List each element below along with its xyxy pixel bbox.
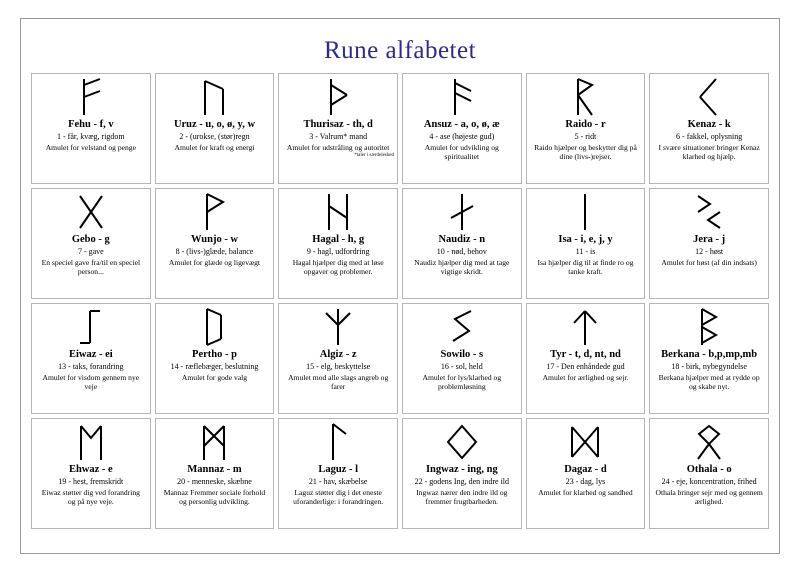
rune-number: 18 - birk, nybegyndelse [671,361,747,371]
rune-number: 22 - godens Ing, den indre ild [414,476,510,486]
rune-number: 16 - sol, held [440,361,483,371]
gebo-rune-icon [35,191,147,233]
rune-cell[interactable] [526,418,646,529]
isa-rune-icon [530,191,642,233]
rune-name: Fehu - f, v [68,119,114,130]
dagaz-rune-icon [530,421,642,463]
rune-number: 20 - menneske, skæbne [177,476,252,486]
rune-number: 17 - Den enhåndede gud [546,361,625,371]
ehwaz-rune-icon [35,421,147,463]
rune-number: 11 - is [575,246,596,256]
rune-name: Eiwaz - ei [68,349,113,360]
rune-description: Hagal hjælper dig med at løse opgaver og problemer. [292,257,384,277]
rune-name: Ingwaz - ing, ng [425,464,498,475]
rune-description: Amulet for udstråling og autoritet [286,142,390,152]
rune-cell[interactable] [526,73,646,184]
mannaz-rune-icon [159,421,271,463]
rune-number: 13 - taks, forandring [58,361,124,371]
rune-description: Laguz støtter dig i det eneste uforanderlige: i forandringen. [293,487,384,507]
rune-cell[interactable] [155,73,275,184]
rune-cell[interactable] [649,418,769,529]
rune-name: Wunjo - w [190,234,239,245]
rune-cell[interactable] [155,418,275,529]
rune-number: 14 - ræflebæger, beslutning [170,361,259,371]
rune-description: Berkana hjælper med at rydde op og skabe nyt. [658,372,760,392]
kenaz-rune-icon [653,76,765,118]
rune-number: 8 - (livs-)glæde, balance [175,246,254,256]
rune-cell[interactable] [526,303,646,414]
rune-number: 24 - eje, koncentration, frihed [661,476,757,486]
rune-description: Eiwaz støtter dig ved forandring og på nye veje. [41,487,140,507]
rune-name: Jera - j [693,234,726,245]
ansuz-rune-icon [406,76,518,118]
rune-description: Amulet for glæde og ligevægt [168,257,261,267]
rune-name: Dagaz - d [564,464,607,475]
rune-cell[interactable] [402,303,522,414]
tyr-rune-icon [530,306,642,348]
rune-description: Amulet for gode valg [181,372,248,382]
rune-cell[interactable] [278,73,398,184]
rune-number: 4 - ase (højeste gud) [429,131,495,141]
rune-number: 9 - hagl, udfordring [306,246,370,256]
rune-name: Ansuz - a, o, ø, æ [423,119,500,130]
rune-name: Ehwaz - e [68,464,113,475]
rune-cell[interactable] [155,303,275,414]
pertho-rune-icon [159,306,271,348]
rune-name: Othala - o [686,464,732,475]
ingwaz-rune-icon [406,421,518,463]
rune-cell[interactable] [402,188,522,299]
rune-description: Amulet mod alle slags angreb og farer [288,372,389,392]
rune-name: Pertho - p [192,349,237,360]
rune-name: Berkana - b,p,mp,mb [661,349,758,360]
laguz-rune-icon [282,421,394,463]
jera-rune-icon [653,191,765,233]
rune-number: 6 - fakkel, oplysning [676,131,743,141]
rune-chart-frame [20,18,780,554]
rune-description: Isa hjælper dig til at finde ro og tanke kraft. [537,257,634,277]
rune-cell[interactable] [402,73,522,184]
rune-description: Amulet for klarhed og sandhed [538,487,633,497]
rune-cell[interactable] [649,73,769,184]
thurisaz-rune-icon [282,76,394,118]
rune-name: Sowilo - s [440,349,484,360]
rune-name: Algiz - z [319,349,357,360]
rune-description: Amulet for velstand og penge [45,142,136,152]
rune-number: 23 - dag, lys [565,476,606,486]
othala-rune-icon [653,421,765,463]
rune-description: Othala bringer sejr med og gennem ærlighed. [655,487,763,507]
rune-name: Gebo - g [71,234,110,245]
wunjo-rune-icon [159,191,271,233]
rune-cell[interactable] [155,188,275,299]
rune-cell[interactable] [649,188,769,299]
hagal-rune-icon [282,191,394,233]
eiwaz-rune-icon [35,306,147,348]
rune-description: Raido hjælper og beskytter dig på dine (livs-)rejser. [534,142,637,162]
rune-number: 15 - elg, beskyttelse [306,361,371,371]
rune-description: Amulet for lys/klarhed og problemløsning [422,372,502,392]
naudiz-rune-icon [406,191,518,233]
rune-number: 5 - ridt [574,131,597,141]
rune-cell[interactable] [402,418,522,529]
rune-name: Raido - r [565,119,606,130]
rune-description: Amulet for udvikling og spiritualitet [424,142,499,162]
rune-number: 10 - nød, behov [436,246,487,256]
rune-cell[interactable] [526,188,646,299]
rune-name: Laguz - l [318,464,358,475]
rune-cell[interactable] [31,73,151,184]
rune-note: *taler i særdeleshed [354,153,394,159]
rune-name: Naudiz - n [438,234,486,245]
rune-description: Amulet for kraft og energi [174,142,255,152]
rune-description: Amulet for ærlighed og sejr. [542,372,629,382]
rune-name: Uruz - u, o, ø, y, w [173,119,256,130]
rune-name: Isa - i, e, j, y [558,234,613,245]
rune-cell[interactable] [31,303,151,414]
rune-description: Naudiz hjælper dig med at tage vigtige skridt. [414,257,510,277]
rune-number: 2 - (urokse, (stør)regn [179,131,250,141]
rune-number: 3 - Valrum* mand [309,131,368,141]
rune-number: 21 - hav, skæbelse [308,476,368,486]
rune-description: Amulet for visdom gennem nye veje [42,372,140,392]
rune-description: I svære situationer bringer Kenaz klarhed og hjælp. [658,142,760,162]
rune-description: Mannaz Fremmer sociale forhold og personlig udvikling. [163,487,266,507]
rune-cell[interactable] [649,303,769,414]
rune-cell[interactable] [278,303,398,414]
rune-cell[interactable] [31,188,151,299]
rune-name: Tyr - t, d, nt, nd [550,349,621,360]
rune-cell[interactable] [278,418,398,529]
rune-cell[interactable] [31,418,151,529]
rune-description: Amulet for høst (af din indsats) [661,257,757,267]
rune-cell[interactable] [278,188,398,299]
rune-name: Kenaz - k [687,119,731,130]
rune-name: Thurisaz - th, d [303,119,373,130]
uruz-rune-icon [159,76,271,118]
rune-name: Hagal - h, g [312,234,365,245]
fehu-rune-icon [35,76,147,118]
rune-description: En speciel gave fra/til en speciel person... [41,257,141,277]
algiz-rune-icon [282,306,394,348]
rune-grid [21,73,779,539]
berkana-rune-icon [653,306,765,348]
rune-name: Mannaz - m [187,464,242,475]
sowilo-rune-icon [406,306,518,348]
rune-description: Ingwaz nærer den indre ild og fremmer frugtbarheden. [416,487,508,507]
rune-number: 12 - høst [695,246,724,256]
page-title: Rune alfabetet [323,37,477,64]
rune-number: 7 - gave [77,246,104,256]
rune-number: 19 - hest, fremskridt [58,476,124,486]
rune-number: 1 - får, kvæg, rigdom [56,131,125,141]
raido-rune-icon [530,76,642,118]
